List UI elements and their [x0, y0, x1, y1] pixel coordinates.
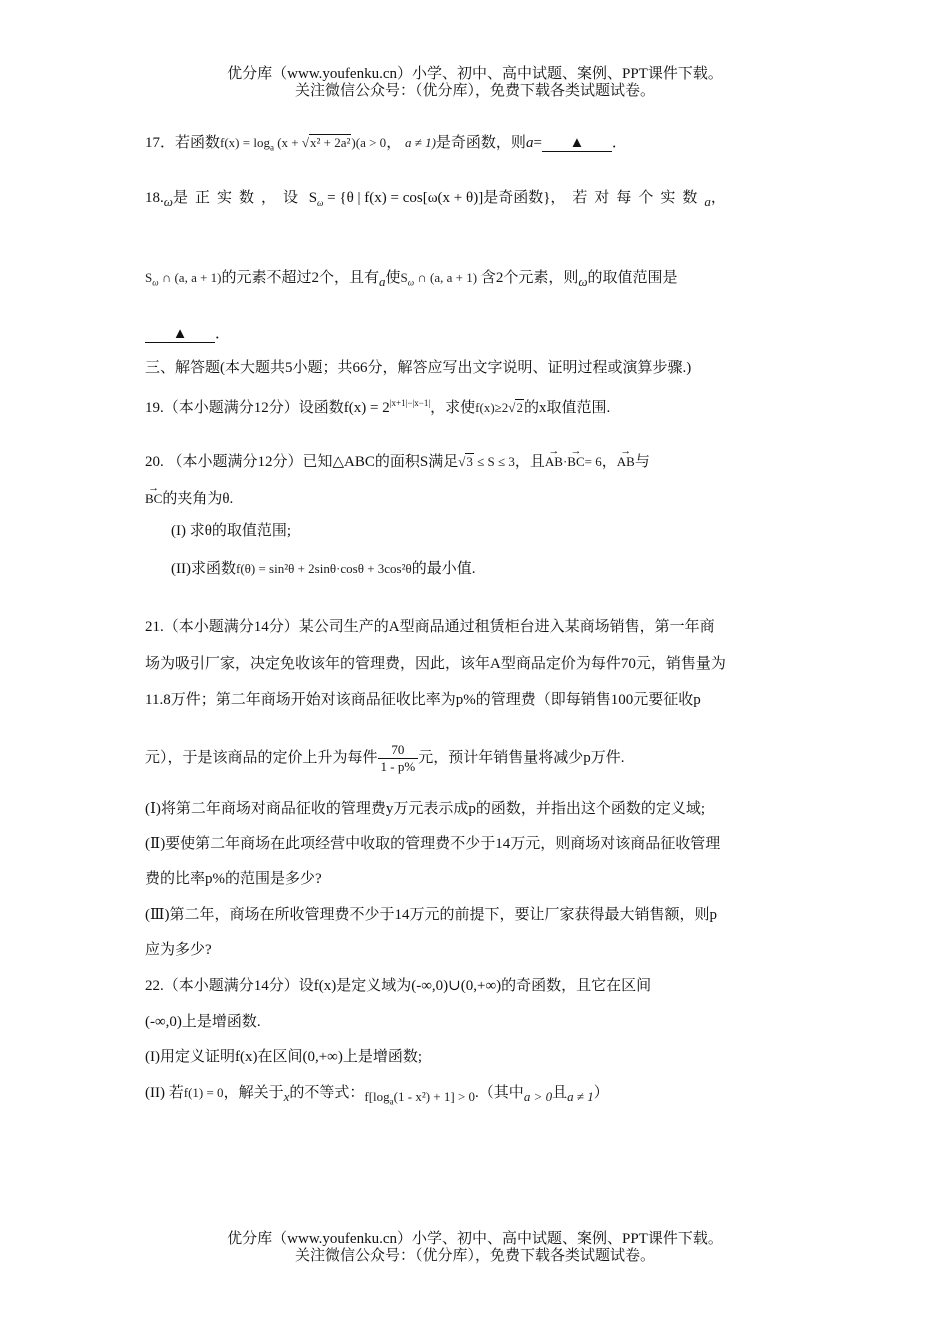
q20-part-2: (II)求函数f(θ) = sin²θ + 2sinθ·cosθ + 3cos²θ的最小值. [171, 561, 476, 577]
footer-line-1: 优分库（www.youfenku.cn）小学、初中、高中试题、案例、PPT课件下载。 [227, 1231, 723, 1247]
triangle-marker: ▲ [172, 326, 188, 342]
q18-label: 18. [145, 190, 164, 206]
q21-part-2a: (Ⅱ)要使第二年商场在此项经营中收取的管理费不少于14万元，则商场对该商品征收管理 [145, 836, 721, 852]
q17-label: 17．若函数 [145, 135, 221, 151]
vector-ab: → AB [545, 452, 563, 472]
q17-condition: a ≠ 1) [404, 135, 436, 150]
q20-function: f(θ) = sin²θ + 2sinθ·cosθ + 3cos²θ [235, 561, 412, 576]
q21-fraction: $\frac{70}{1 - p\%}$ [378, 742, 419, 775]
header-line-2: 关注微信公众号：（优分库），免费下载各类试题试卷。 [294, 83, 655, 99]
q21-part-2b: 费的比率p%的范围是多少? [145, 871, 322, 887]
q19-formula: $f(x) = 2^{|x+1|-|x-1|}$ [343, 398, 431, 416]
vector-ab: → AB [617, 452, 635, 472]
q22-f1: f(1) = 0 [183, 1085, 224, 1100]
question-19: 19.（本小题满分12分）设函数$f(x) = 2^{|x+1|-|x-1|}$，求使f(x)≥2√2的x取值范围. [145, 398, 611, 416]
q21-line-3: 11.8万件；第二年商场开始对该商品征收比率为p%的管理费（即每销售100元要征收p [145, 692, 701, 708]
q22-line-1: 22.（本小题满分14分）设f(x)是定义域为(-∞,0)∪(0,+∞)的奇函数，且它在区间 [145, 978, 652, 994]
q21-line-2: 场为吸引厂家，决定免收该年的管理费，因此，该年A型商品定价为每件70元，销售量为 [145, 656, 726, 672]
q19-inequality: f(x)≥2√2 [475, 400, 523, 415]
q18-answer-line: ▲ ． [145, 324, 230, 344]
q20-condition: √3 ≤ S ≤ 3 [458, 454, 515, 469]
q17-text: 是奇函数，则 [435, 135, 526, 151]
question-20: 20. （本小题满分12分）已知△ABC的面积S满足√3 ≤ S ≤ 3，且→ AB·→ BC= 6，→ AB与 [145, 452, 650, 472]
q18-set-def: $S_\omega = \{\theta$ | f(x) = cos[ω(x + θ)]是奇函数} [308, 190, 551, 208]
q22-part-1: (I)用定义证明f(x)在区间(0,+∞)上是增函数; [145, 1049, 423, 1065]
q21-part-3b: 应为多少? [145, 942, 212, 958]
q21-part-3a: (Ⅲ)第二年，商场在所收管理费不少于14万元的前提下，要让厂家获得最大销售额，则p [145, 907, 717, 923]
q21-line-4: 元），于是该商品的定价上升为每件 $\frac{70}{1 - p\%}$ 元，预计年销售量将减少p万件. [145, 742, 625, 774]
q22-inequality: $f[\log_a(1 - x^2) + 1] > 0$ [364, 1089, 476, 1107]
vector-bc: → BC [145, 489, 162, 509]
question-20-line-2: → BC的夹角为θ. [145, 489, 233, 509]
question-18-line-2: $S_\omega$ ∩ (a, a + 1)的元素不超过2个，且有a使$S_\omega$ ∩ (a, a + 1) 含2个元素，则ω的取值范围是 [145, 270, 678, 289]
q21-line-1: 21.（本小题满分14分）某公司生产的A型商品通过租赁柜台进入某商场销售，第一年商 [145, 619, 715, 635]
q18-intersection-1: $S_\omega$ ∩ (a, a + 1) [145, 270, 222, 288]
q17-answer-blank [542, 135, 612, 152]
q18-answer-blank [145, 326, 215, 343]
footer-line-2: 关注微信公众号：（优分库），免费下载各类试题试卷。 [294, 1248, 655, 1264]
header-line-1: 优分库（www.youfenku.cn）小学、初中、高中试题、案例、PPT课件下载。 [227, 66, 723, 82]
page-header [0, 66, 950, 100]
question-18: 18.ω是正实数，设 $S_\omega = \{\theta$ | f(x) = cos[ω(x + θ)]是奇函数}，若对每个实数a， [145, 190, 726, 209]
page-footer [0, 1231, 950, 1265]
question-17: 17．若函数$f(x) = \log_a (x + √x^2 + 2a^2)(a > 0$， a ≠ 1)是奇函数，则a= ▲ ． [145, 135, 627, 153]
section-3-title: 三、解答题(本大题共5小题；共66分，解答应写出文字说明、证明过程或演算步骤.) [145, 360, 692, 376]
q20-part-1: (I) 求θ的取值范围; [171, 523, 292, 539]
triangle-marker: ▲ [569, 135, 585, 151]
q18-intersection-2: $S_\omega$ ∩ (a, a + 1) [400, 270, 478, 288]
vector-bc: → BC [567, 452, 584, 472]
q22-part-2: (II) 若f(1) = 0，解关于x的不等式：$f[\log_a(1 - x^2) + 1] > 0$.（其中a > 0且a ≠ 1） [145, 1085, 609, 1107]
q17-formula: $f(x) = \log_a (x + √x^2 + 2a^2)(a > 0$ [220, 135, 387, 153]
q21-part-1: (Ⅰ)将第二年商场对商品征收的管理费y万元表示成p的函数，并指出这个函数的定义域; [145, 801, 706, 817]
q22-line-2: (-∞,0)上是增函数. [145, 1014, 261, 1030]
